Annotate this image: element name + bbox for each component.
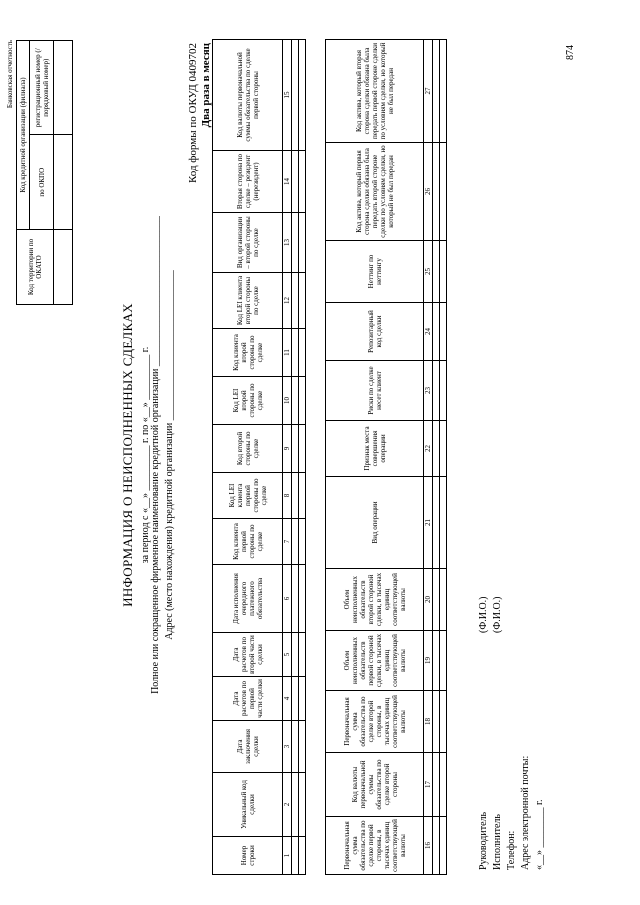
empty-row xyxy=(292,40,299,875)
territory-code-cell xyxy=(54,230,73,305)
header-unfulfilled-first: Объем неисполненных обязательств первой стороной сделки, в тысячах единиц соответствующей валюты xyxy=(326,631,424,691)
date-line: «__» ________ г. xyxy=(534,799,545,870)
header-client-risk: Риски по сделке несет клиент xyxy=(326,361,424,421)
col-number: 17 xyxy=(424,753,433,817)
col-number: 5 xyxy=(283,633,292,677)
header-asset-second: Код актива, который вторая сторона сделки обязана была передать первой стороне сделки по условиям сделки, но который не был передан xyxy=(326,40,424,143)
header-lei-client-first: Код LEI клиента первой стороны по сделке xyxy=(213,473,283,519)
col-number: 9 xyxy=(283,425,292,473)
header-unfulfilled-second: Объем неисполненных обязательств второй стороной сделки, в тысячах единиц соответствующей валюты xyxy=(326,569,424,631)
page-number: 874 xyxy=(565,45,576,60)
org-address-line: Адрес (место нахождения) кредитной организации ______________________________ xyxy=(164,270,175,640)
head-fio: (Ф.И.О.) xyxy=(478,596,489,633)
col-number: 13 xyxy=(283,213,292,273)
executor-label: Исполнитель xyxy=(492,814,503,870)
header-row-number: Номер строки xyxy=(213,837,283,875)
col-number: 26 xyxy=(424,143,433,241)
email-label: Адрес электронной почты: xyxy=(520,755,531,870)
deals-table-part2 xyxy=(325,39,447,875)
col-number: 27 xyxy=(424,40,433,143)
header-settlement-second: Дата расчетов по второй части сделки xyxy=(213,633,283,677)
col-number: 15 xyxy=(283,40,292,151)
header-next-payment-date: Дата исполнения очередного платежного обязательства xyxy=(213,565,283,633)
header-conclusion-date: Дата заключения сделки xyxy=(213,721,283,773)
header-netting: Неттинг по неттингу xyxy=(326,241,424,303)
col-number: 14 xyxy=(283,151,292,213)
col-number: 18 xyxy=(424,691,433,753)
col-number: 10 xyxy=(283,377,292,425)
reg-number-header: регистрационный номер (/порядковый номер) xyxy=(30,41,54,136)
form-title: ИНФОРМАЦИЯ О НЕИСПОЛНЕННЫХ СДЕЛКАХ xyxy=(120,303,135,607)
col-number: 2 xyxy=(283,773,292,837)
reporting-label: Банковская отчетность xyxy=(6,40,14,109)
col-number: 16 xyxy=(424,817,433,875)
header-lei-client-second: Код LEI клиента второй стороны по сделке xyxy=(213,273,283,329)
col-number: 3 xyxy=(283,721,292,773)
okud-code-box xyxy=(16,40,73,305)
frequency: Два раза в месяц xyxy=(200,43,212,128)
col-number: 24 xyxy=(424,303,433,361)
empty-row xyxy=(440,40,447,875)
header-settlement-first: Дата расчетов по первой части сделки xyxy=(213,677,283,721)
head-label: Руководитель xyxy=(478,811,489,870)
header-deal-code: Уникальный код сделки xyxy=(213,773,283,837)
col-number: 11 xyxy=(283,329,292,377)
col-number: 22 xyxy=(424,421,433,477)
header-org-type: Вид организации – второй стороны по сделке xyxy=(213,213,283,273)
credit-org-code-header: Код кредитной организации (филиала) xyxy=(17,41,30,230)
col-number: 12 xyxy=(283,273,292,329)
col-number: 23 xyxy=(424,361,433,421)
header-initial-sum-first: Первоначальная сумма обязательства по сделке первой стороны, в тысячах единиц соответствующей валюты xyxy=(326,817,424,875)
period-line: за период с «__» _________ г. по «__» _________ г. xyxy=(140,346,151,564)
executor-fio: (Ф.И.О.) xyxy=(492,596,503,633)
header-initial-sum-second: Первоначальная сумма обязательства по сделке второй стороны, в тысячах единиц соответствующей валюты xyxy=(326,691,424,753)
header-second-party: Код второй стороны по сделке xyxy=(213,425,283,473)
header-lei-second-party: Код LEI второй стороны по сделке xyxy=(213,377,283,425)
header-currency-second: Код валюты первоначальной суммы обязательства по сделке второй стороны xyxy=(326,753,424,817)
okpo-header: по ОКПО xyxy=(30,135,54,230)
reg-number-cell xyxy=(54,41,73,136)
territory-code-header: Код территории по ОКАТО xyxy=(17,230,54,305)
header-currency-first: Код валюты первоначальной суммы обязательства по сделке первой стороны xyxy=(213,40,283,151)
col-number: 1 xyxy=(283,837,292,875)
header-client-second: Код клиента второй стороны по сделке xyxy=(213,329,283,377)
header-asset-first: Код актива, который первая сторона сделки обязана была передать второй стороне сделки по условиям сделки, но который не был передан xyxy=(326,143,424,241)
header-place-sign: Признак места совершения операции xyxy=(326,421,424,477)
header-resident: Вторая сторона по сделке – резидент (нерезидент) xyxy=(213,151,283,213)
col-number: 25 xyxy=(424,241,433,303)
col-number: 7 xyxy=(283,519,292,565)
empty-row xyxy=(299,40,306,875)
phone-label: Телефон: xyxy=(506,830,517,870)
header-repository-code: Репозитарный код сделки xyxy=(326,303,424,361)
col-number: 20 xyxy=(424,569,433,631)
col-number: 6 xyxy=(283,565,292,633)
col-number: 19 xyxy=(424,631,433,691)
col-number: 8 xyxy=(283,473,292,519)
col-number: 4 xyxy=(283,677,292,721)
empty-row xyxy=(433,40,440,875)
header-client-first: Код клиента первой стороны по сделке xyxy=(213,519,283,565)
form-code: Код формы по ОКУД 0409702 xyxy=(187,43,199,184)
org-name-line: Полное или сокращенное фирменное наименование кредитной организации ______________________________ xyxy=(150,216,161,694)
deals-table-part1 xyxy=(212,39,306,875)
col-number: 21 xyxy=(424,477,433,569)
header-operation-type: Вид операции xyxy=(326,477,424,569)
okpo-cell xyxy=(54,135,73,230)
